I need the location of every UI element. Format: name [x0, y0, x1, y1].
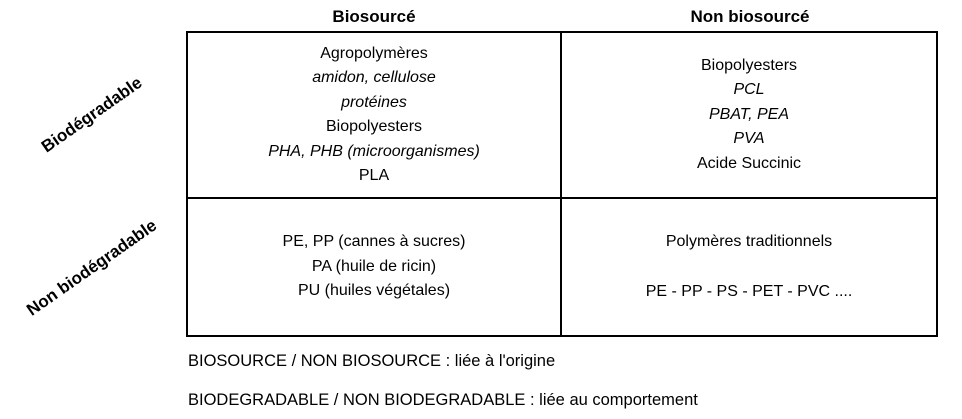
row-header-non-biodegradable [0, 198, 184, 337]
cell-biodegradable-non-biosource [562, 33, 936, 199]
cell-line: Acide Succinic [696, 154, 802, 172]
cell-biodegradable-biosource [188, 33, 562, 199]
cell-line: PHA, PHB (microorganismes) [268, 142, 480, 160]
cell-line: PE, PP (cannes à sucres) [282, 233, 466, 251]
column-header-biosource: Biosourcé [332, 7, 416, 26]
classification-matrix [186, 31, 938, 337]
row-header-biodegradable-label: Biodégradable [37, 72, 146, 156]
cell-line: protéines [341, 93, 407, 111]
cell-line: PCL [733, 81, 765, 99]
cell-line: PU (huiles végétales) [297, 282, 451, 300]
row-header-non-biodegradable-label: Non biodégradable [23, 215, 161, 320]
cell-non-biodegradable-non-biosource [562, 199, 936, 335]
cell-line: PE - PP - PS - PET - PVC .... [645, 282, 853, 300]
row-header-biodegradable [0, 31, 184, 198]
caption-biosource-definition: BIOSOURCE / NON BIOSOURCE : liée à l'origine [188, 352, 556, 370]
caption-biodegradable-definition: BIODEGRADABLE / NON BIODEGRADABLE : liée au comportement [188, 391, 698, 409]
cell-non-biodegradable-biosource [188, 199, 562, 335]
cell-line: Biopolyesters [700, 56, 798, 74]
cell-line: Polymères traditionnels [665, 233, 833, 250]
column-header-non-biosource: Non biosourcé [690, 7, 810, 26]
cell-line: PLA [358, 167, 390, 184]
cell-line: PA (huile de ricin) [311, 257, 437, 275]
cell-line: PBAT, PEA [708, 105, 790, 123]
cell-line: PVA [733, 130, 765, 148]
cell-line: amidon, cellulose [312, 69, 436, 86]
cell-line: Agropolymères [320, 44, 428, 62]
cell-line: Biopolyesters [325, 118, 423, 135]
